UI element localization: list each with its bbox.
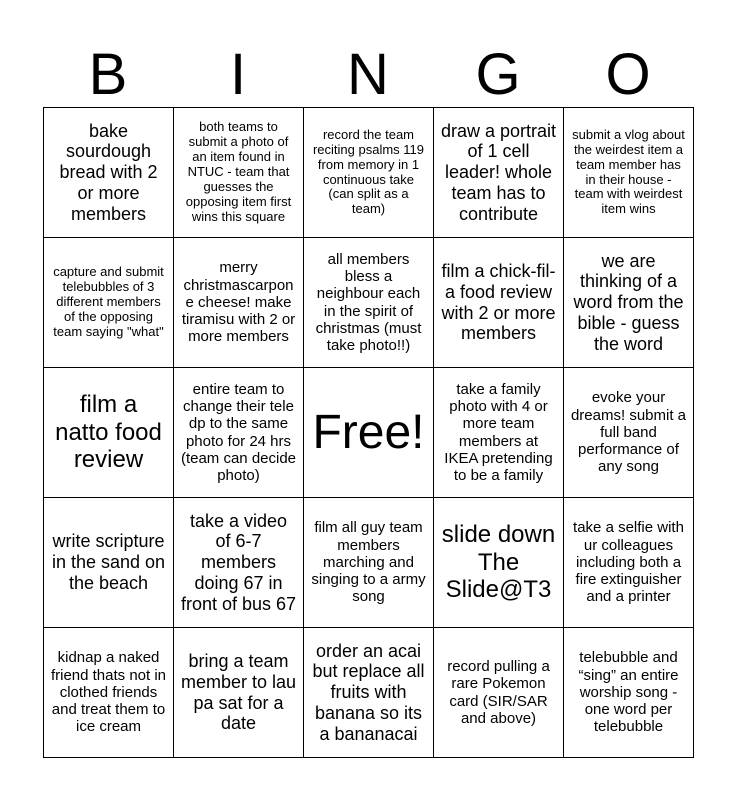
bingo-cell-r4c1: write scripture in the sand on the beach (44, 498, 174, 628)
bingo-header (43, 44, 693, 106)
bingo-cell-r2c1: capture and submit telebubbles of 3 different members of the opposing team saying "what" (44, 238, 174, 368)
bingo-cell-r3c5: evoke your dreams! submit a full band performance of any song (564, 368, 694, 498)
bingo-cell-r1c1: bake sourdough bread with 2 or more members (44, 108, 174, 238)
bingo-cell-r5c3: order an acai but replace all fruits with banana so its a bananacai (304, 628, 434, 758)
header-letter-o: O (605, 42, 651, 107)
bingo-cell-r4c4: slide down The Slide@T3 (434, 498, 564, 628)
bingo-cell-r3c2: entire team to change their tele dp to the same photo for 24 hrs (team can decide photo) (174, 368, 304, 498)
bingo-cell-r4c3: film all guy team members marching and singing to a army song (304, 498, 434, 628)
bingo-cell-r1c5: submit a vlog about the weirdest item a team member has in their house - team with weirdest item wins (564, 108, 694, 238)
bingo-cell-r5c5: telebubble and “sing” an entire worship song - one word per telebubble (564, 628, 694, 758)
header-letter-i: I (229, 42, 247, 107)
bingo-cell-r2c5: we are thinking of a word from the bible - guess the word (564, 238, 694, 368)
bingo-cell-r3c4: take a family photo with 4 or more team members at IKEA pretending to be a family (434, 368, 564, 498)
header-letter-b: B (88, 42, 128, 107)
bingo-cell-r1c4: draw a portrait of 1 cell leader! whole team has to contribute (434, 108, 564, 238)
bingo-cell-r5c2: bring a team member to lau pa sat for a date (174, 628, 304, 758)
bingo-cell-r1c2: both teams to submit a photo of an item found in NTUC - team that guesses the opposing item first wins this square (174, 108, 304, 238)
bingo-cell-r1c3: record the team reciting psalms 119 from memory in 1 continuous take (can split as a team) (304, 108, 434, 238)
bingo-cell-r5c1: kidnap a naked friend thats not in clothed friends and treat them to ice cream (44, 628, 174, 758)
bingo-cell-r2c3: all members bless a neighbour each in the spirit of christmas (must take photo!!) (304, 238, 434, 368)
bingo-cell-r4c5: take a selfie with ur colleagues including both a fire extinguisher and a printer (564, 498, 694, 628)
bingo-cell-r2c4: film a chick-fil-a food review with 2 or more members (434, 238, 564, 368)
header-letter-g: G (475, 42, 521, 107)
bingo-cell-r2c2: merry christmascarpone cheese! make tiramisu with 2 or more members (174, 238, 304, 368)
bingo-cell-r3c1: film a natto food review (44, 368, 174, 498)
bingo-board (43, 107, 694, 758)
bingo-cell-r4c2: take a video of 6-7 members doing 67 in front of bus 67 (174, 498, 304, 628)
bingo-cell-r5c4: record pulling a rare Pokemon card (SIR/SAR and above) (434, 628, 564, 758)
free-space-cell: Free! (304, 368, 434, 498)
header-letter-n: N (347, 42, 389, 107)
